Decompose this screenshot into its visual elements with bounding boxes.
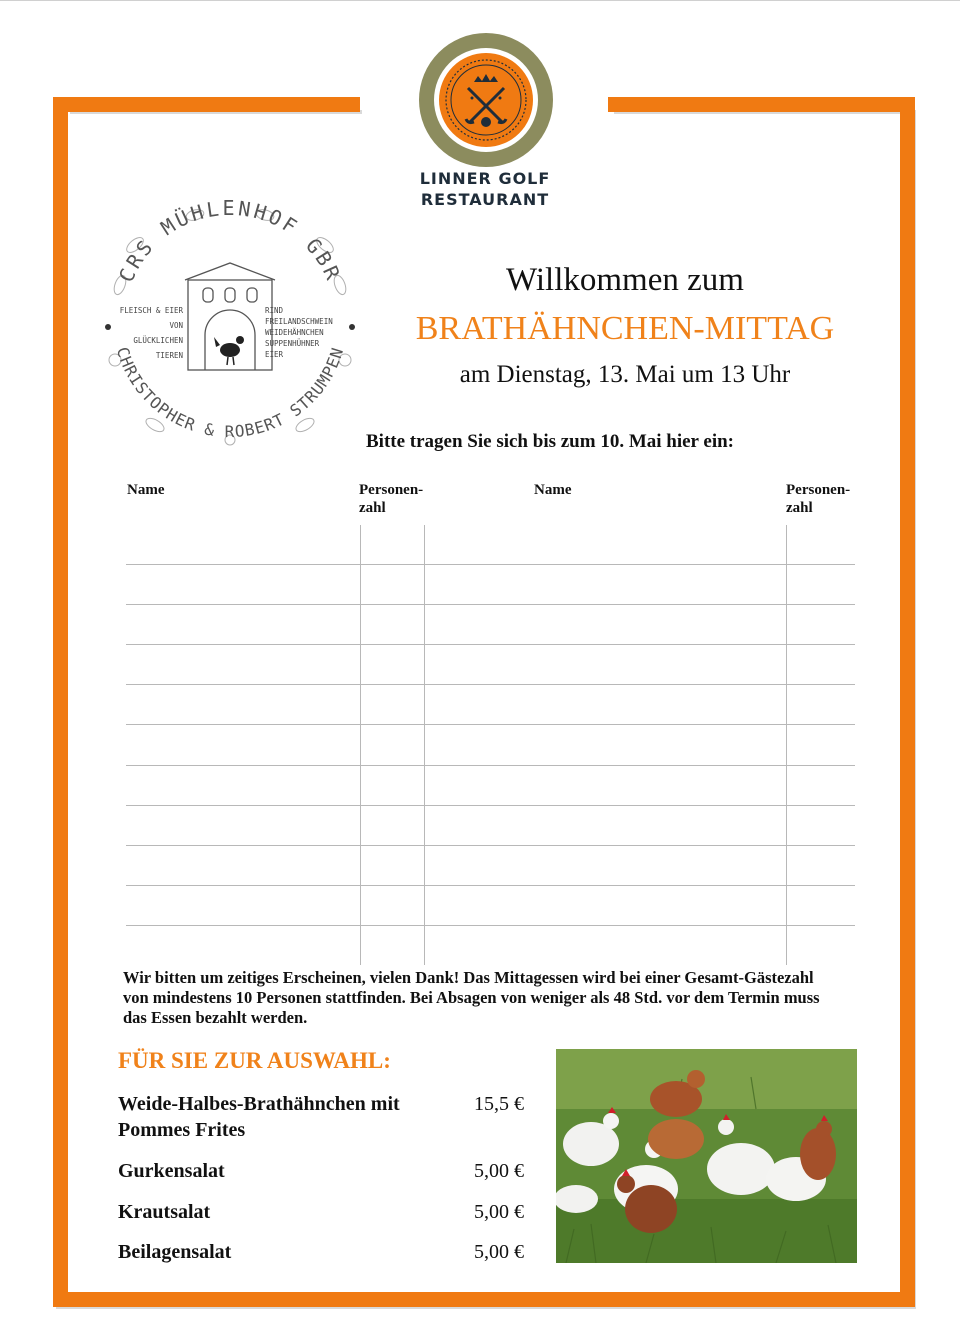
table-row[interactable] [126,885,855,925]
row-divider [126,724,855,725]
welcome-line1: Willkommen zum [506,262,744,298]
farm-left-text-2: VON [169,321,183,330]
signup-instruction: Bitte tragen Sie sich bis zum 10. Mai hier ein: [366,431,735,452]
row-divider [126,644,855,645]
table-row[interactable] [126,565,855,605]
farm-right-text-3: WEIDEHÄHNCHEN [265,328,324,337]
farm-right-text-5: EIER [265,350,284,359]
event-date: am Dienstag, 13. Mai um 13 Uhr [459,361,791,388]
golf-name-line1: LINNER GOLF [419,169,551,188]
table-row[interactable] [126,605,855,645]
table-row[interactable] [126,525,855,565]
event-title: BRATHÄHNCHEN-MITTAG [415,310,835,347]
golf-name-line2: RESTAURANT [420,190,550,209]
farm-ring-top: CRS MÜHLENHOF GBR [113,196,347,286]
menu-item-price: 5,00 € [474,1201,524,1223]
svg-text:CHRISTOPHER & ROBERT STRUMPEN [113,345,348,441]
top-border-line [0,0,960,1]
menu-item-name: Krautsalat [118,1201,211,1223]
attendance-note: Wir bitten um zeitiges Erscheinen, vielen Dank! Das Mittagessen wird bei einer Gesamt-Gästezahl von mindestens 10 Personen stattfinden. Bei Absagen von weniger als 48 Std. vor dem Termin muss das Essen bezahlt werden. [123,968,820,1027]
farm-left-text-1: FLEISCH & EIER [119,306,183,315]
row-divider [126,805,855,806]
chickens-photo [556,1049,857,1263]
table-row[interactable] [126,925,855,965]
header-name-1: Name [127,482,165,498]
farm-logo-icon [95,185,365,455]
column-divider [360,525,361,965]
header-persons-2: Personen- zahl [786,482,851,516]
header-persons-1: Personen- zahl [359,482,424,516]
farm-left-text-3: GLÜCKLICHEN [133,336,183,345]
golf-logo-icon [416,30,556,170]
table-row[interactable] [126,645,855,685]
farm-ring-bottom: CHRISTOPHER & ROBERT STRUMPEN [112,344,348,441]
farm-left-text-4: TIEREN [155,351,183,360]
table-row[interactable] [126,805,855,845]
row-divider [126,684,855,685]
golf-restaurant-name [400,168,570,210]
row-divider [126,765,855,766]
row-divider [126,925,855,926]
menu-item-name: Gurkensalat [118,1160,225,1182]
menu-item-name: Beilagensalat [118,1241,232,1263]
menu-item-price: 5,00 € [474,1160,524,1182]
header-name-2: Name [534,482,572,498]
row-divider [126,604,855,605]
menu-item-price: 5,00 € [474,1241,524,1263]
menu-title: FÜR SIE ZUR AUSWAHL: [118,1048,391,1073]
table-row[interactable] [126,765,855,805]
menu-item-name: Weide-Halbes-Brathähnchen mit Pommes Frites [118,1093,400,1141]
row-divider [126,564,855,565]
table-row[interactable] [126,725,855,765]
row-divider [126,885,855,886]
row-divider [126,845,855,846]
column-divider [786,525,787,965]
farm-right-text-4: SUPPENHÜHNER [265,339,320,348]
table-row[interactable] [126,685,855,725]
table-row[interactable] [126,845,855,885]
farm-right-text-1: RIND [265,306,284,315]
menu-item-price: 15,5 € [474,1093,524,1115]
farm-right-text-2: FREILANDSCHWEIN [265,317,333,326]
column-divider [424,525,425,965]
svg-text:CRS MÜHLENHOF GBR [114,196,346,286]
